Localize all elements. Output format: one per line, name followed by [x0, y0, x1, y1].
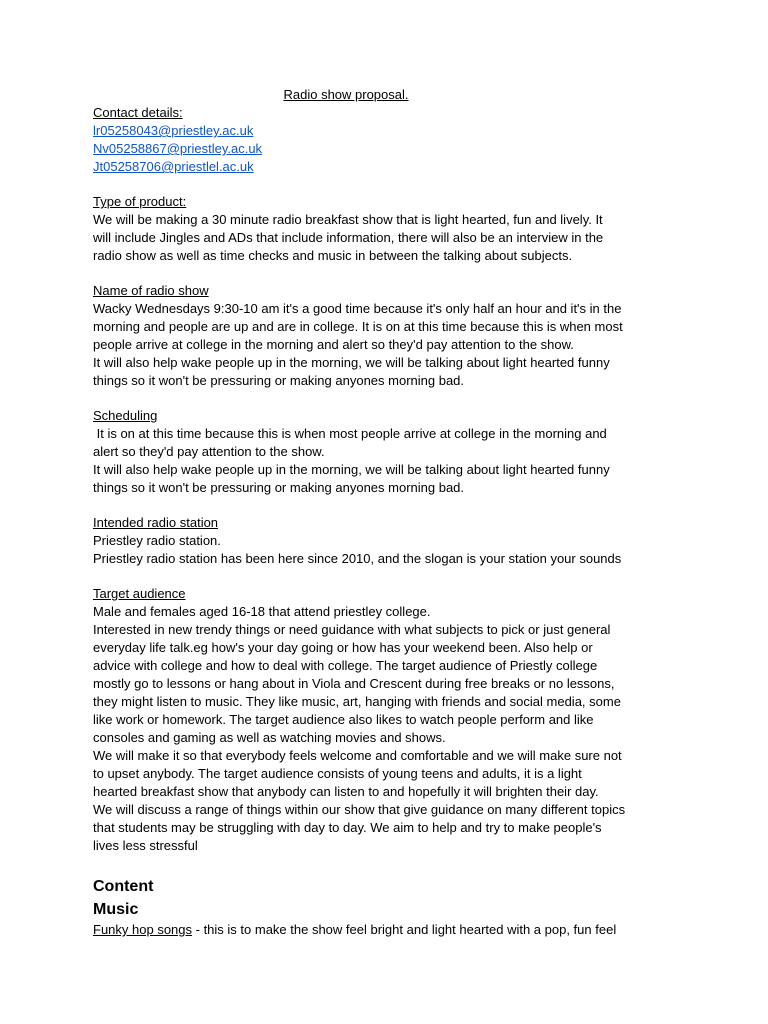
station-text-line: Priestley radio station. [93, 533, 221, 548]
contact-heading: Contact details: [93, 105, 183, 120]
product-text-line: will include Jingles and ADs that include information, there will also be an interview in the [93, 230, 604, 245]
audience-text-line: like work or homework. The target audience also likes to watch people perform and like [93, 712, 594, 727]
audience-text-line: mostly go to lessons or hang about in Viola and Crescent during free breaks or no lessons, [93, 676, 615, 691]
scheduling-text-line: It is on at this time because this is when most people arrive at college in the morning and [93, 426, 607, 441]
show-name-text-line: people arrive at college in the morning and alert so they'd pay attention to the show. [93, 337, 574, 352]
audience-heading: Target audience [93, 586, 186, 601]
scheduling-text-line: It will also help wake people up in the morning, we will be talking about light hearted funny [93, 462, 610, 477]
music-item [93, 921, 693, 939]
audience-text-line: Interested in new trendy things or need guidance with what subjects to pick or just general [93, 622, 611, 637]
contact-email-link[interactable]: lr05258043@priestley.ac.uk [93, 123, 254, 138]
audience-text-line: lives less stressful [93, 838, 198, 853]
music-item-text: - this is to make the show feel bright and light hearted with a pop, fun feel [192, 922, 617, 937]
show-name-text-line: things so it won't be pressuring or making anyones morning bad. [93, 373, 465, 388]
station-text-line: Priestley radio station has been here since 2010, and the slogan is your station your sounds [93, 551, 622, 566]
product-heading: Type of product: [93, 194, 187, 209]
audience-text-line: hearted breakfast show that anybody can listen to and hopefully it will brighten their day. [93, 784, 599, 799]
audience-text-line: consoles and gaming as well as watching movies and shows. [93, 730, 446, 745]
show-name-text-line: It will also help wake people up in the morning, we will be talking about light hearted funny [93, 355, 610, 370]
document-page [93, 86, 693, 939]
scheduling-text-line: things so it won't be pressuring or making anyones morning bad. [93, 480, 465, 495]
show-name-heading: Name of radio show [93, 283, 209, 298]
scheduling-text-line: alert so they'd pay attention to the show. [93, 444, 325, 459]
contact-email-link[interactable]: Jt05258706@priestlel.ac.uk [93, 159, 254, 174]
contact-email-link[interactable]: Nv05258867@priestley.ac.uk [93, 141, 263, 156]
product-text-line: radio show as well as time checks and music in between the talking about subjects. [93, 248, 573, 263]
show-name-text-line: morning and people are up and are in college. It is on at this time because this is when most [93, 319, 623, 334]
document-title: Radio show proposal. [283, 87, 409, 102]
audience-text-line: Male and females aged 16-18 that attend priestley college. [93, 604, 431, 619]
music-item-title: Funky hop songs [93, 922, 193, 937]
show-name-text-line: Wacky Wednesdays 9:30-10 am it's a good time because it's only half an hour and it's in the [93, 301, 622, 316]
music-heading: Music [93, 901, 139, 918]
station-heading: Intended radio station [93, 515, 219, 530]
audience-text-line: advice with college and how to deal with college. The target audience of Priestly college [93, 658, 598, 673]
content-heading: Content [93, 878, 154, 895]
audience-text-line: to upset anybody. The target audience consists of young teens and adults, it is a light [93, 766, 582, 781]
audience-text-line: We will make it so that everybody feels welcome and comfortable and we will make sure not [93, 748, 622, 763]
scheduling-heading: Scheduling [93, 408, 158, 423]
audience-text-line: We will discuss a range of things within our show that give guidance on many different topics [93, 802, 626, 817]
audience-text-line: that students may be struggling with day to day. We aim to help and try to make people's [93, 820, 602, 835]
audience-text-line: everyday life talk.eg how's your day going or how has your weekend been. Also help or [93, 640, 593, 655]
audience-text-line: they might listen to music. They like music, art, hanging with friends and social media, some [93, 694, 621, 709]
product-text-line: We will be making a 30 minute radio breakfast show that is light hearted, fun and lively. It [93, 212, 603, 227]
